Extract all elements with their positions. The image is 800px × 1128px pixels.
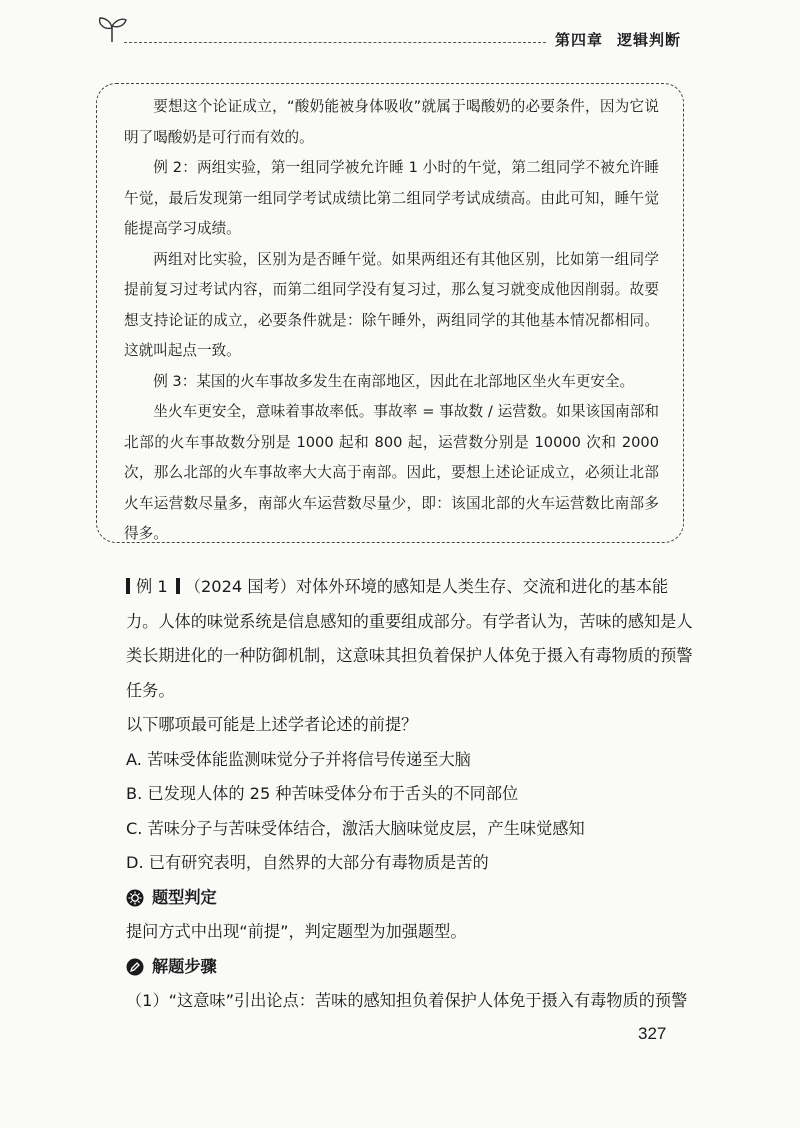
section-title: 题型判定 <box>152 887 217 907</box>
option-d: D. 已有研究表明，自然界的大部分有毒物质是苦的 <box>126 853 489 872</box>
main-content <box>98 570 698 1019</box>
gear-icon <box>126 889 144 907</box>
option-c: C. 苦味分子与苦味受体结合，激活大脑味觉皮层，产生味觉感知 <box>126 818 585 838</box>
note-box-text <box>124 92 659 550</box>
section-heading-steps <box>98 950 698 985</box>
example-label: 例 1 <box>136 577 168 596</box>
running-header <box>555 29 681 50</box>
example-body: （2024 国考）对体外环境的感知是人类生存、交流和进化的基本能力。人体的味觉系统是信息感知的重要组成部分。有学者认为，苦味的感知是人类长期进化的一种防御机制，这意味其担负着保护人体免于摄入有毒物质的预警任务。 <box>126 577 693 700</box>
box-paragraph: 例 2：两组实验，第一组同学被允许睡 1 小时的午觉，第二组同学不被允许睡午觉，最后发现第一组同学考试成绩比第二组同学考试成绩高。由此可知，睡午觉能提高学习成绩。 <box>124 159 659 237</box>
box-paragraph: 要想这个论证成立，“酸奶能被身体吸收”就属于喝酸奶的必要条件，因为它说明了喝酸奶是可行而有效的。 <box>124 98 659 146</box>
box-paragraph: 例 3：某国的火车事故多发生在南部地区，因此在北部地区坐火车更安全。 <box>153 372 635 390</box>
page-number: 327 <box>638 1024 667 1043</box>
section-heading-type <box>98 881 698 916</box>
question-text: 以下哪项最可能是上述学者论述的前提？ <box>126 715 418 734</box>
chapter-title: 逻辑判断 <box>617 31 682 49</box>
chapter-label: 第四章 <box>555 31 604 49</box>
section-text: 提问方式中出现“前提”，判定题型为加强题型。 <box>126 922 467 941</box>
example-stem <box>98 570 698 708</box>
option-b: B. 已发现人体的 25 种苦味受体分布于舌头的不同部位 <box>126 784 519 803</box>
step-text: （1）“这意味”引出论点：苦味的感知担负着保护人体免于摄入有毒物质的预警 <box>126 991 688 1010</box>
tag-bar-icon <box>176 578 180 594</box>
pencil-icon <box>126 958 144 976</box>
box-paragraph: 两组对比实验，区别为是否睡午觉。如果两组还有其他区别，比如第一组同学提前复习过考试内容，而第二组同学没有复习过，那么复习就变成他因削弱。故要想支持论证的成立，必要条件就是：除午睡外，两组同学的其他基本情况都相同。这就叫起点一致。 <box>124 250 659 359</box>
header-divider <box>124 42 546 43</box>
option-a: A. 苦味受体能监测味觉分子并将信号传递至大脑 <box>126 749 471 769</box>
tag-bar-icon <box>126 578 130 594</box>
box-paragraph: 坐火车更安全，意味着事故率低。事故率 = 事故数 / 运营数。如果该国南部和北部的火车事故数分别是 1000 起和 800 起，运营数分别是 10000 次和 2000 次，那么北部的火车事故率大大高于南部。因此，要想上述论证成立，必须让北部火车运营数尽量多，南部火车运营数尽量少，即：该国北部的火车运营数比南部多得多。 <box>124 403 659 542</box>
leaf-icon <box>96 14 128 44</box>
section-title: 解题步骤 <box>152 956 217 976</box>
